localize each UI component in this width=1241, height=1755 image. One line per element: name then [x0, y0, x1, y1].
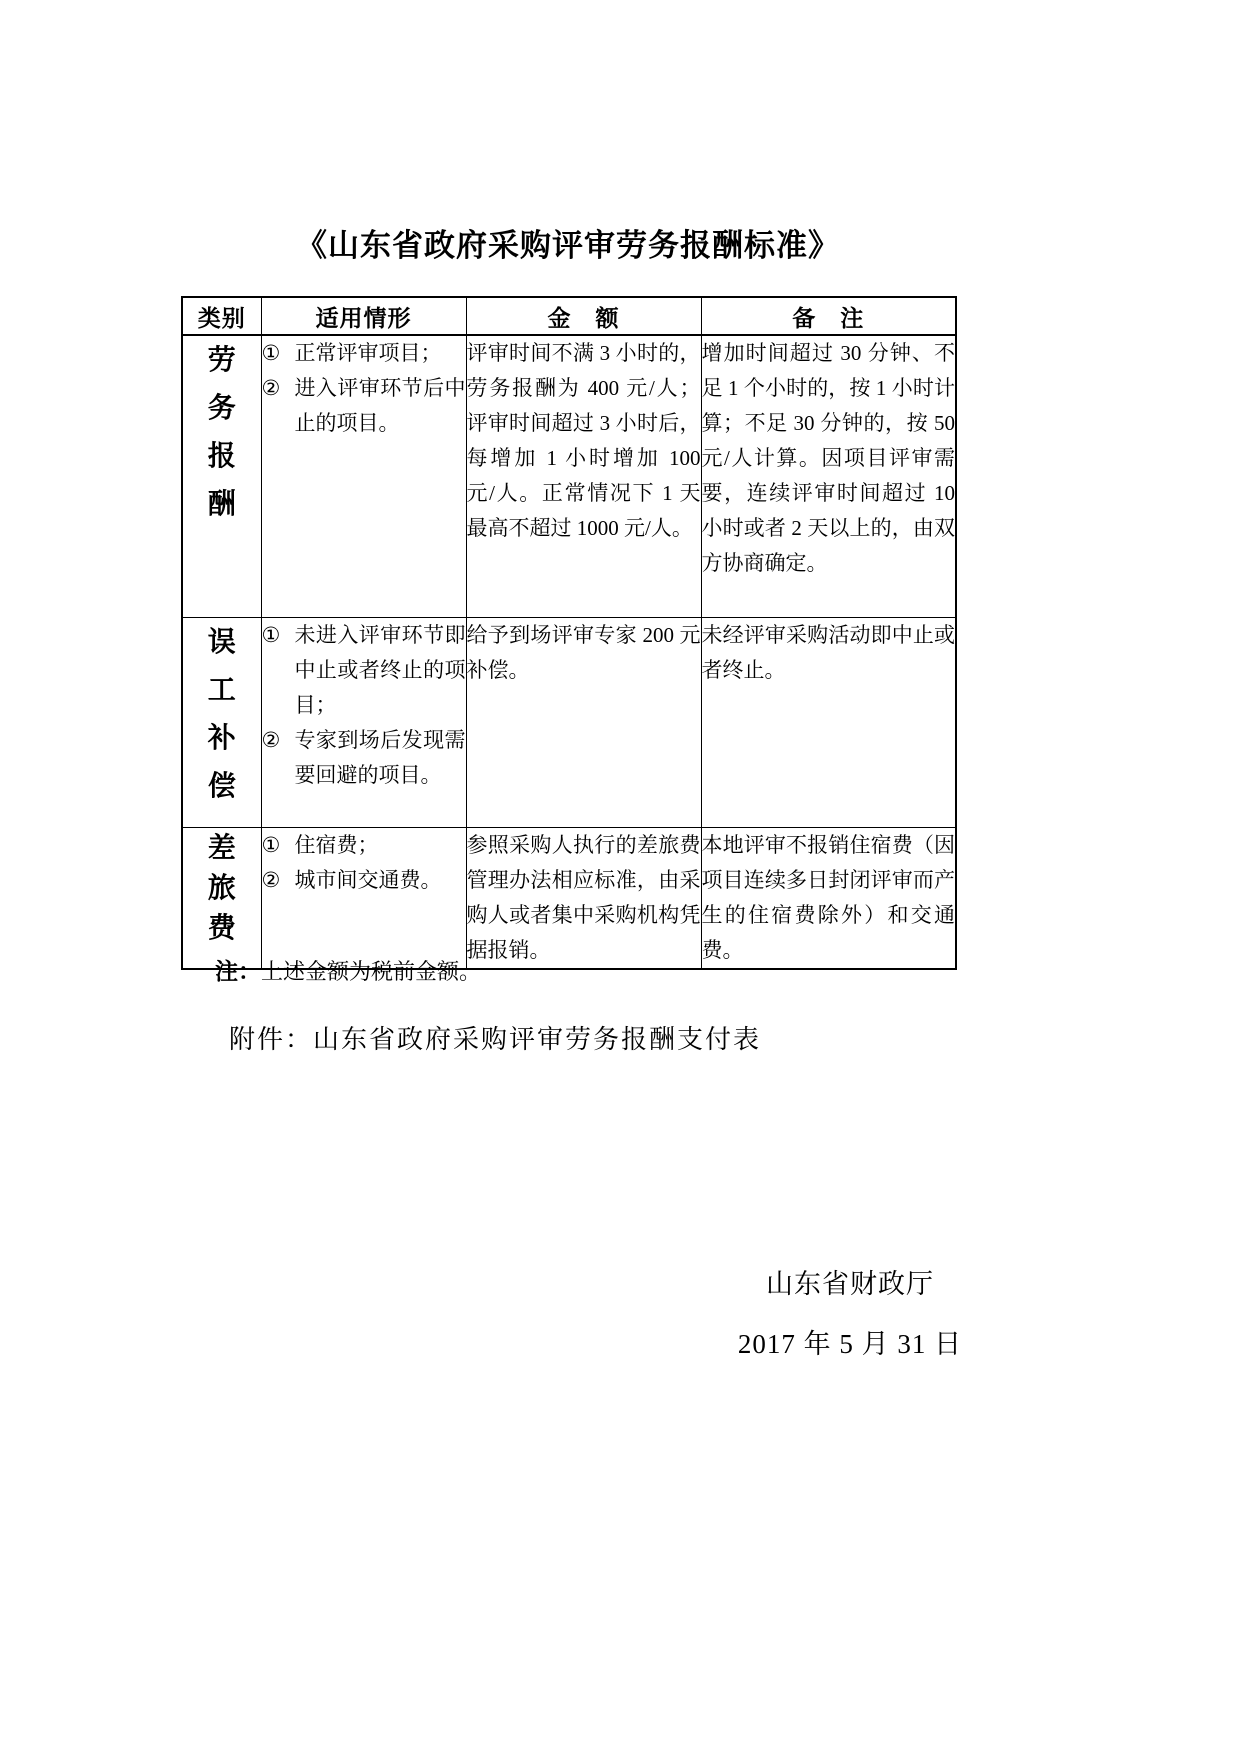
- situation-text: 住宿费；: [294, 832, 379, 857]
- category-cell: [182, 827, 261, 969]
- situation-cell: [261, 827, 466, 969]
- table-row-travel-expenses: [182, 827, 956, 969]
- category-cell: [182, 335, 261, 617]
- amount-text: 评审时间不满 3 小时的，劳务报酬为 400 元/人；评审时间超过 3 小时后，每增加 1 小时增加 100 元/人。正常情况下 1 天最高不超过 1000 元/人。: [466, 341, 701, 540]
- amount-text: 参照采购人执行的差旅费管理办法相应标准，由采购人或者集中采购机构凭据报销。: [466, 832, 701, 962]
- remark-text: 本地评审不报销住宿费（因项目连续多日封闭评审而产生的住宿费除外）和交通费。: [701, 832, 955, 962]
- amount-cell: [466, 827, 701, 969]
- category-label: 差旅费: [207, 831, 236, 943]
- situation-item: [262, 723, 466, 793]
- situation-item: [262, 618, 466, 723]
- column-header-remark: 备 注: [701, 297, 956, 335]
- column-header-category: 类别: [182, 297, 261, 335]
- remark-cell: [701, 617, 956, 827]
- table-footnote: [215, 957, 481, 987]
- situation-text: 城市间交通费。: [294, 867, 442, 892]
- situation-cell: [261, 335, 466, 617]
- attachment-line: 附件：山东省政府采购评审劳务报酬支付表: [229, 1025, 762, 1054]
- issue-date: 2017 年 5 月 31 日: [737, 1329, 963, 1359]
- column-header-situation: 适用情形: [261, 297, 466, 335]
- table-header-row: [182, 297, 956, 335]
- situation-cell: [261, 617, 466, 827]
- situation-item: [262, 863, 466, 898]
- page-title: 《山东省政府采购评审劳务报酬标准》: [296, 228, 840, 263]
- remuneration-standards-table: [181, 296, 957, 970]
- list-marker: ②: [261, 867, 281, 892]
- remark-cell: [701, 827, 956, 969]
- situation-text: 正常评审项目；: [294, 341, 442, 365]
- list-marker: ①: [261, 622, 281, 647]
- amount-text: 给予到场评审专家 200 元补偿。: [466, 622, 701, 682]
- list-marker: ①: [261, 341, 281, 365]
- list-marker: ①: [261, 832, 281, 857]
- situation-text: 进入评审环节后中止的项目。: [294, 376, 466, 435]
- footnote-text: 上述金额为税前金额。: [261, 959, 482, 984]
- category-label: 误工补偿: [207, 625, 236, 801]
- list-marker: ②: [261, 376, 281, 400]
- situation-text: 未进入评审环节即中止或者终止的项目；: [294, 622, 466, 717]
- remark-cell: [701, 335, 956, 617]
- situation-item: [262, 371, 466, 441]
- column-header-amount: 金 额: [466, 297, 701, 335]
- remark-text: 增加时间超过 30 分钟、不足 1 个小时的，按 1 小时计算；不足 30 分钟的，按 50 元/人计算。因项目评审需要，连续评审时间超过 10 小时或者 2 天以上的，由双方协商确定。: [701, 341, 955, 575]
- issuing-authority: 山东省财政厅: [766, 1269, 934, 1299]
- situation-text: 专家到场后发现需要回避的项目。: [294, 727, 466, 787]
- amount-cell: [466, 617, 701, 827]
- footnote-label: 注：: [215, 959, 261, 984]
- table-row-lost-time-compensation: [182, 617, 956, 827]
- remark-text: 未经评审采购活动即中止或者终止。: [701, 622, 955, 682]
- category-label: 劳务报酬: [207, 344, 236, 519]
- table-row-labor-remuneration: [182, 335, 956, 617]
- list-marker: ②: [261, 727, 281, 752]
- amount-cell: [466, 335, 701, 617]
- situation-item: [262, 336, 466, 371]
- situation-item: [262, 828, 466, 863]
- category-cell: [182, 617, 261, 827]
